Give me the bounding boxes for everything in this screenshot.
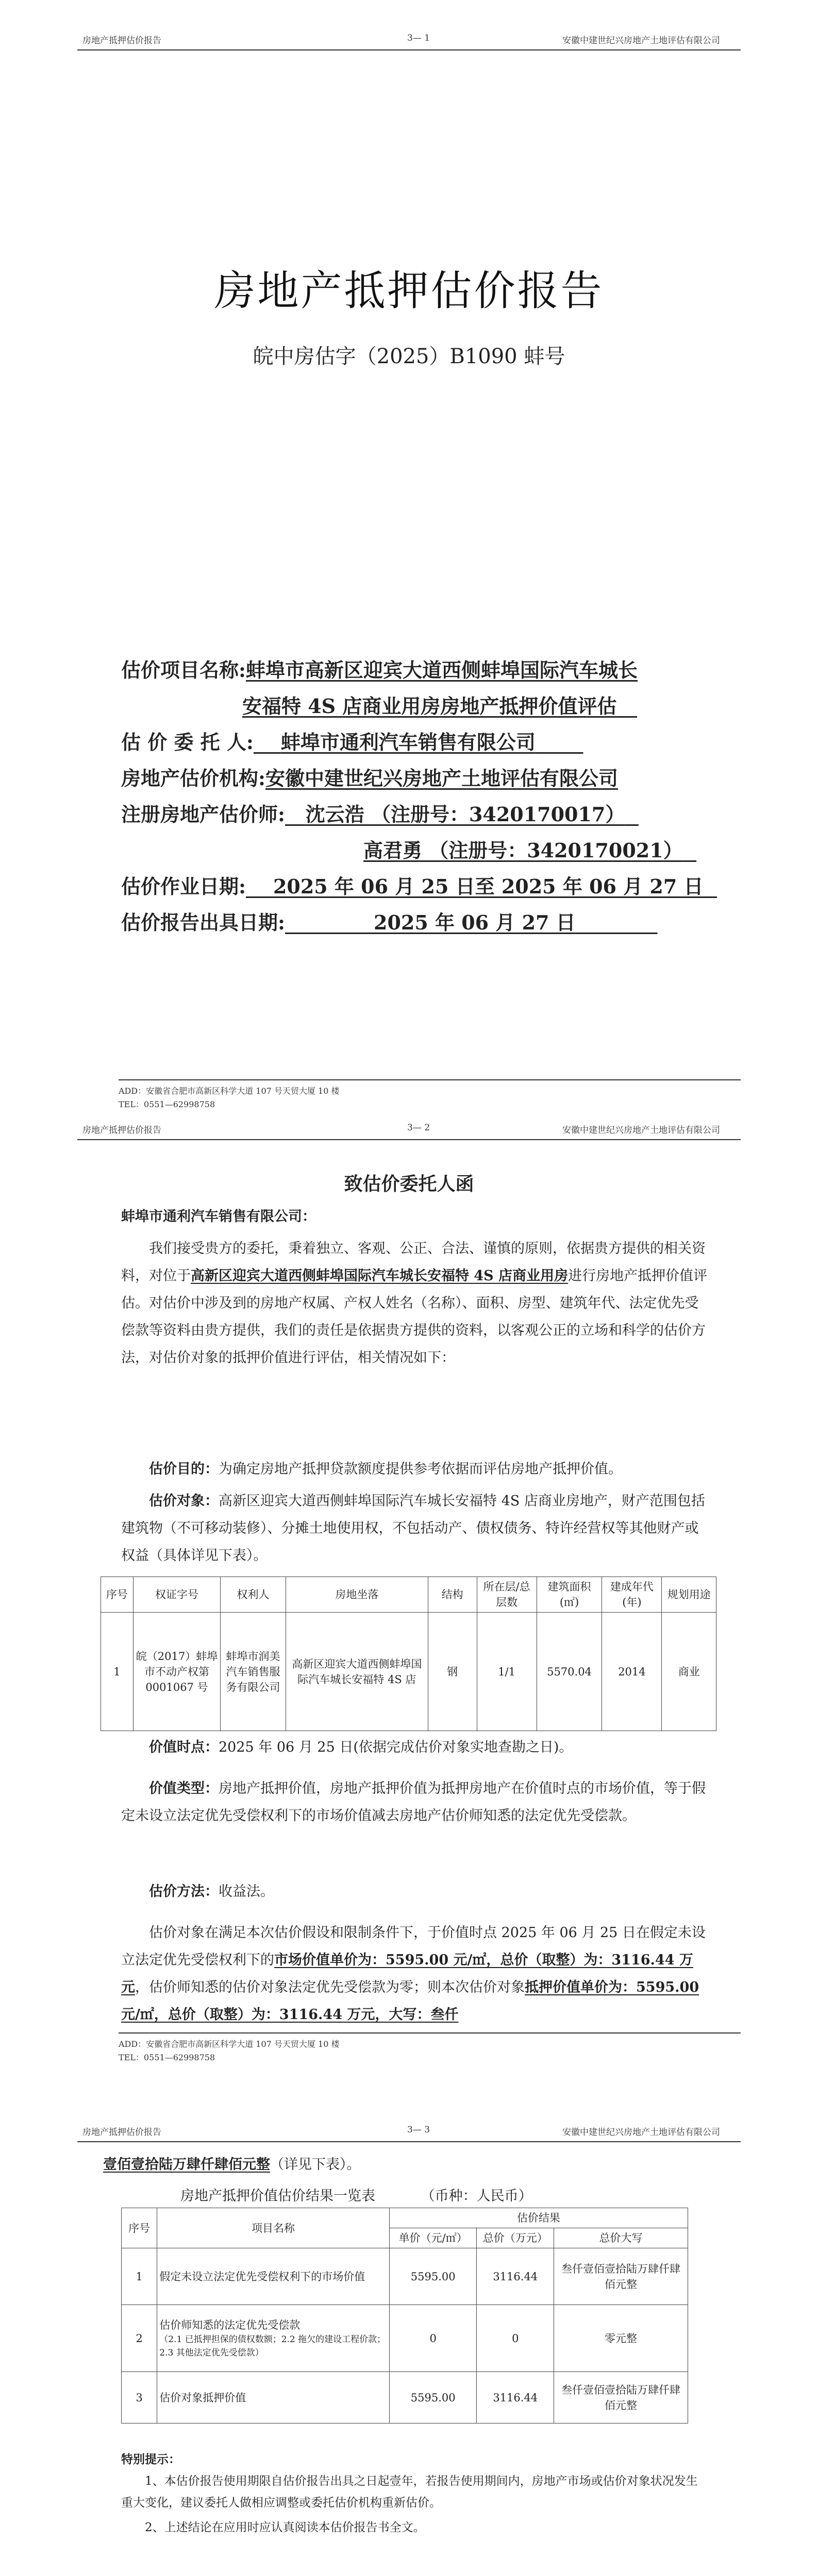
table-row xyxy=(122,2305,688,2372)
footer-tel: TEL：0551—62998758 xyxy=(119,1099,215,1109)
letter-value-date: 价值时点：2025 年 06 月 25 日(依据完成估价对象实地查勘之日)。 xyxy=(149,1739,573,1755)
header-page-number: 3— 1 xyxy=(407,33,430,43)
table-row xyxy=(122,2248,688,2305)
cover-item-work-date xyxy=(121,871,717,899)
table-cell: 5595.00 xyxy=(389,2248,477,2305)
table-cell: 叁仟壹佰壹拾陆万肆仟肆佰元整 xyxy=(554,2248,688,2305)
page-letter xyxy=(0,1115,818,2146)
footer-tel: TEL：0551—62998758 xyxy=(119,2053,215,2062)
cover-item-appraiser1 xyxy=(121,799,639,827)
table-cell: 叁仟壹佰壹拾陆万肆仟肆佰元整 xyxy=(554,2372,688,2424)
table-header: 项目名称 xyxy=(157,2208,390,2248)
letter-paragraph-intro: 我们接受贵方的委托，秉着独立、客观、公正、合法、谨慎的原则，依据贵方提供的相关资料，对位于高新区迎宾大道西侧蚌埠国际汽车城长安福特 4S 店商业用房进行房地产抵押价值评估。对估价中涉及到的房地产权属、产权人姓名（名称）、面积、房型、建筑年代、法定优先受偿款等资料由贵方提供，我们的责任是依据贵方提供的资料，以客观公正的立场和科学的估价方法，对估价对象的抵押价值进行评估，相关情况如下： xyxy=(121,1241,708,1366)
cover-label: 估价作业日期: xyxy=(121,875,246,898)
page-results xyxy=(0,2081,818,2576)
table-cell: 3 xyxy=(122,2372,157,2424)
table-cell: 1 xyxy=(122,2248,157,2305)
letter-purpose: 估价目的：为确定房地产抵押贷款额度提供参考依据而评估房地产抵押价值。 xyxy=(149,1461,622,1477)
notice-title: 特别提示： xyxy=(121,2452,180,2466)
table-cell: 0 xyxy=(477,2305,554,2372)
cover-item-project xyxy=(121,654,638,683)
notice-1: 1、本估价报告使用期限自估价报告出具之日起壹年，若报告使用期间内，房地产市场或估价对象状况发生重大变化，建议委托人做相应调整或委托估价机构重新估价。 xyxy=(121,2475,698,2510)
header-left: 房地产抵押估价报告 xyxy=(82,1125,161,1136)
cover-value: 2025 年 06 月 25 日至 2025 年 06 月 27 日 xyxy=(273,875,704,898)
table-header: 权利人 xyxy=(221,1577,286,1613)
cover-label: 估 价 委 托 人: xyxy=(121,731,254,754)
footer-address: ADD：安徽省合肥市高新区科学大道 107 号天贸大厦 10 楼 xyxy=(119,2039,340,2049)
page-cover xyxy=(0,0,818,1109)
letter-title: 致估价委托人函 xyxy=(344,1173,474,1195)
table-header: 所在层/总层数 xyxy=(477,1577,537,1613)
table-row xyxy=(101,1613,716,1731)
cover-item-issue-date xyxy=(121,907,657,935)
table-cell: 皖（2017）蚌埠市不动产权第 0001067 号 xyxy=(133,1613,220,1731)
table-header: 规划用途 xyxy=(662,1577,716,1613)
table-header: 建成年代(年) xyxy=(602,1577,662,1613)
table-cell: 零元整 xyxy=(554,2305,688,2372)
letter-value-type: 价值类型：房地产抵押价值，房地产抵押价值为抵押房地产在价值时点的市场价值，等于假定未设立法定优先受偿权利下的市场价值减去房地产估价师知悉的法定优先受偿款。 xyxy=(121,1781,706,1824)
report-title: 房地产抵押估价报告 xyxy=(214,267,604,315)
table-header: 总价大写 xyxy=(554,2228,688,2248)
cover-value: 蚌埠市高新区迎宾大道西侧蚌埠国际汽车城长 xyxy=(246,658,638,682)
market-value: 市场价值单价为：5595.00 元/㎡，总价（取整）为：3116.44 万元 xyxy=(121,1952,693,1995)
table-cell: 假定未设立法定优先受偿权利下的市场价值 xyxy=(157,2248,390,2305)
table-cell: 1 xyxy=(101,1613,133,1731)
cover-label: 注册房地产估价师: xyxy=(121,803,286,826)
header-page-number: 3— 2 xyxy=(407,1123,430,1133)
table-header: 单价（元/㎡） xyxy=(389,2228,477,2248)
running-header xyxy=(77,31,741,50)
table-header-row xyxy=(101,1577,716,1613)
table-cell: 蚌埠市润美汽车销售服务有限公司 xyxy=(221,1613,286,1731)
table-header: 结构 xyxy=(428,1577,477,1613)
mortgage-value: 抵押价值单价为：5595.00 元/㎡，总价（取整）为：3116.44 万元，大写：叁仟 xyxy=(121,1979,699,2023)
header-left: 房地产抵押估价报告 xyxy=(82,36,161,46)
report-number: 皖中房估字（2025）B1090 蚌号 xyxy=(253,345,565,368)
table-cell: 估价师知悉的法定优先受偿款 （2.1 已抵押担保的债权数额；2.2 拖欠的建设工程价款；2.3 其他法定优先受偿款） xyxy=(157,2305,390,2372)
letter-conclusion: 估价对象在满足本次估价假设和限制条件下，于价值时点 2025 年 06 月 25 日在假定未设立法定优先受偿权利下的市场价值单价为：5595.00 元/㎡，总价（取整）为：3116.44 万元，估价师知悉的估价对象法定优先受偿款为零；则本次估价对象抵押价值单价为：5595.00 元/㎡，总价（取整）为：3116.44 万元，大写：叁仟 xyxy=(121,1925,706,2023)
letter-conclusion-cont: 壹佰壹拾陆万肆仟肆佰元整（详见下表）。 xyxy=(103,2157,361,2173)
result-table xyxy=(121,2208,688,2424)
table-header: 序号 xyxy=(101,1577,133,1613)
mortgage-value-caps: 壹佰壹拾陆万肆仟肆佰元整 xyxy=(103,2157,270,2173)
table-cell: 钢 xyxy=(428,1613,477,1731)
table-cell: 1/1 xyxy=(477,1613,537,1731)
table-cell: 2014 xyxy=(602,1613,662,1731)
table-header: 房地坐落 xyxy=(286,1577,428,1613)
letter-method: 估价方法：收益法。 xyxy=(149,1884,274,1900)
table-cell: 5595.00 xyxy=(389,2372,477,2424)
table-header: 序号 xyxy=(122,2208,157,2248)
table-row xyxy=(122,2372,688,2424)
cover-label: 房地产估价机构: xyxy=(121,767,266,790)
table-cell: 3116.44 xyxy=(477,2372,554,2424)
property-table xyxy=(101,1577,716,1731)
table-header-row xyxy=(122,2208,688,2228)
cover-label: 估价项目名称: xyxy=(121,658,246,682)
cover-value: 高君勇 （注册号：3420170021） xyxy=(363,839,683,862)
cover-item-appraiser2 xyxy=(363,835,696,863)
table-header: 建筑面积(㎡) xyxy=(537,1577,602,1613)
table-header: 总价（万元） xyxy=(477,2228,554,2248)
table-cell: 估价对象抵押价值 xyxy=(157,2372,390,2424)
letter-object: 估价对象：高新区迎宾大道西侧蚌埠国际汽车城长安福特 4S 店商业房地产，财产范围包括建筑物（不可移动装修）、分摊土地使用权，不包括动产、债权债务、特许经营权等其他财产或权益（具体详见下表）。 xyxy=(121,1493,705,1564)
cover-value: 安福特 4S 店商业用房房地产抵押价值评估 xyxy=(242,694,617,718)
cover-item-project-cont xyxy=(242,690,637,719)
table-cell: 0 xyxy=(389,2305,477,2372)
table-header: 权证字号 xyxy=(133,1577,220,1613)
property-location: 高新区迎宾大道西侧蚌埠国际汽车城长安福特 4S 店商业用房 xyxy=(191,1268,569,1284)
header-right: 安徽中建世纪兴房地产土地评估有限公司 xyxy=(562,1125,720,1136)
cover-item-client xyxy=(121,726,583,755)
header-page-number: 3— 3 xyxy=(407,2125,430,2135)
header-left: 房地产抵押估价报告 xyxy=(82,2127,161,2138)
running-header xyxy=(77,2123,741,2142)
table-cell: 3116.44 xyxy=(477,2248,554,2305)
table-cell: 5570.04 xyxy=(537,1613,602,1731)
table-header: 估价结果 xyxy=(389,2208,688,2228)
footer-address: ADD：安徽省合肥市高新区科学大道 107 号天贸大厦 10 楼 xyxy=(119,1086,340,1096)
result-table-title: 房地产抵押价值估价结果一览表 （币种：人民币） xyxy=(180,2188,532,2204)
footer xyxy=(119,2032,741,2064)
table-cell: 高新区迎宾大道西侧蚌埠国际汽车城长安福特 4S 店 xyxy=(286,1613,428,1731)
cover-value: 安徽中建世纪兴房地产土地评估有限公司 xyxy=(265,767,619,790)
cover-item-agency xyxy=(121,762,618,791)
letter-addressee: 蚌埠市通利汽车销售有限公司： xyxy=(121,1209,316,1225)
table-cell: 2 xyxy=(122,2305,157,2372)
cover-value: 2025 年 06 月 27 日 xyxy=(374,911,576,934)
running-header xyxy=(77,1121,741,1140)
header-right: 安徽中建世纪兴房地产土地评估有限公司 xyxy=(562,2127,720,2138)
cover-value: 沈云浩 （注册号：3420170017） xyxy=(305,803,625,826)
header-right: 安徽中建世纪兴房地产土地评估有限公司 xyxy=(562,36,720,46)
notice-2: 2、上述结论在应用时应认真阅读本估价报告书全文。 xyxy=(145,2521,425,2534)
table-cell: 商业 xyxy=(662,1613,716,1731)
cover-value: 蚌埠市通利汽车销售有限公司 xyxy=(280,731,536,754)
cover-label: 估价报告出具日期: xyxy=(121,911,286,934)
footer xyxy=(119,1079,741,1111)
